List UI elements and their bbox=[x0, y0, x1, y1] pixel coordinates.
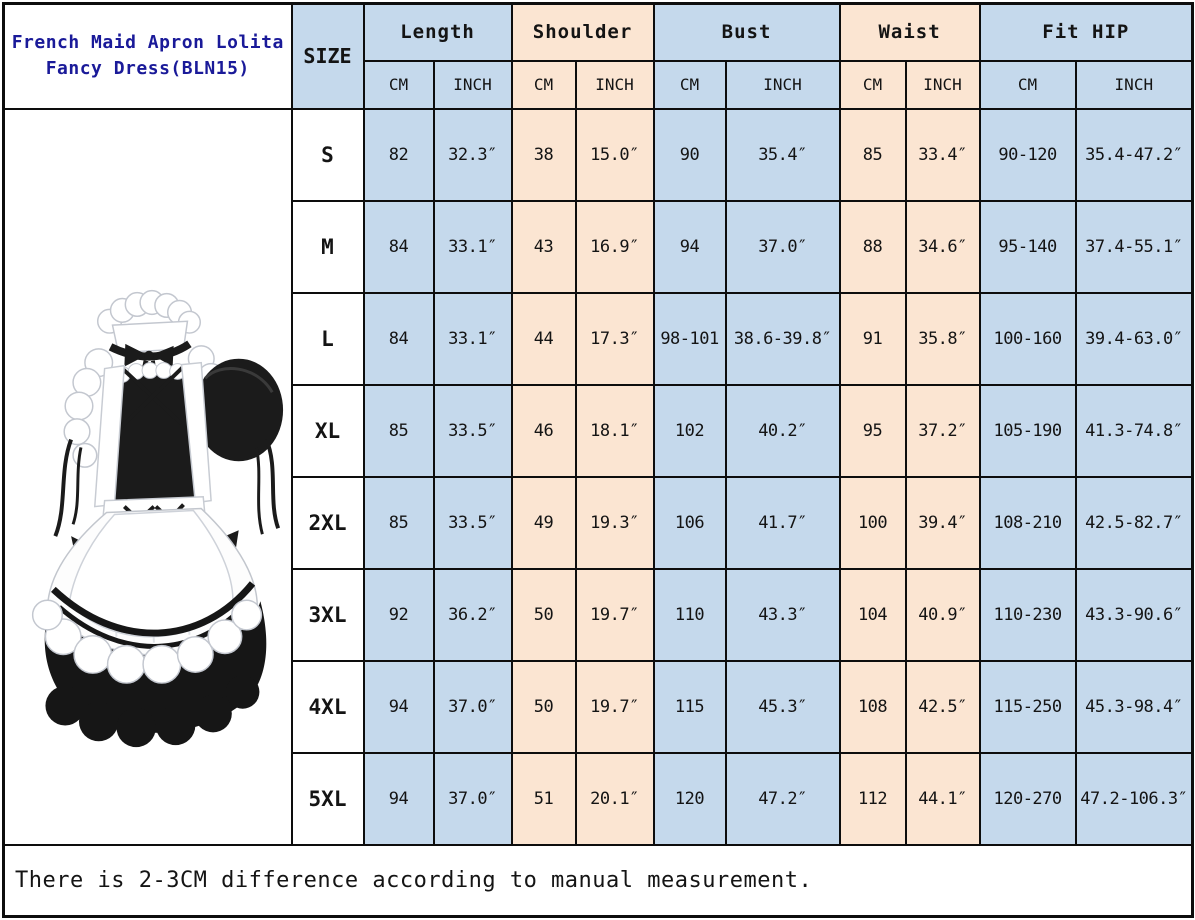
cell-bust-cm: 120 bbox=[654, 753, 726, 845]
cell-bust-cm: 98-101 bbox=[654, 293, 726, 385]
cell-size: 3XL bbox=[292, 569, 364, 661]
cell-length-inch: 37.0″ bbox=[434, 661, 512, 753]
cell-hip-cm: 120-270 bbox=[980, 753, 1076, 845]
cell-waist-inch: 34.6″ bbox=[906, 201, 980, 293]
cell-waist-inch: 35.8″ bbox=[906, 293, 980, 385]
cell-waist-inch: 44.1″ bbox=[906, 753, 980, 845]
cell-hip-cm: 90-120 bbox=[980, 109, 1076, 201]
measurement-note: There is 2-3CM difference according to manual measurement. bbox=[4, 845, 1193, 917]
cell-bust-inch: 38.6-39.8″ bbox=[726, 293, 840, 385]
cell-length-cm: 82 bbox=[364, 109, 434, 201]
cell-waist-inch: 33.4″ bbox=[906, 109, 980, 201]
cell-hip-inch: 37.4-55.1″ bbox=[1076, 201, 1193, 293]
cell-hip-inch: 42.5-82.7″ bbox=[1076, 477, 1193, 569]
col-group-shoulder: Shoulder bbox=[512, 4, 654, 61]
cell-shoulder-inch: 19.7″ bbox=[576, 661, 654, 753]
cell-waist-cm: 100 bbox=[840, 477, 906, 569]
cell-length-cm: 85 bbox=[364, 477, 434, 569]
cell-shoulder-inch: 19.7″ bbox=[576, 569, 654, 661]
cell-size: S bbox=[292, 109, 364, 201]
unit-header-shoulder-cm: CM bbox=[512, 61, 576, 109]
cell-shoulder-inch: 19.3″ bbox=[576, 477, 654, 569]
cell-waist-cm: 88 bbox=[840, 201, 906, 293]
cell-length-cm: 84 bbox=[364, 293, 434, 385]
table-row bbox=[4, 109, 1193, 201]
unit-header-length-inch: INCH bbox=[434, 61, 512, 109]
cell-shoulder-inch: 16.9″ bbox=[576, 201, 654, 293]
unit-header-hip-cm: CM bbox=[980, 61, 1076, 109]
cell-hip-inch: 41.3-74.8″ bbox=[1076, 385, 1193, 477]
cell-shoulder-inch: 15.0″ bbox=[576, 109, 654, 201]
cell-bust-cm: 90 bbox=[654, 109, 726, 201]
cell-hip-cm: 108-210 bbox=[980, 477, 1076, 569]
cell-hip-inch: 39.4-63.0″ bbox=[1076, 293, 1193, 385]
cell-bust-cm: 115 bbox=[654, 661, 726, 753]
unit-header-length-cm: CM bbox=[364, 61, 434, 109]
cell-shoulder-inch: 18.1″ bbox=[576, 385, 654, 477]
cell-bust-cm: 94 bbox=[654, 201, 726, 293]
cell-bust-cm: 106 bbox=[654, 477, 726, 569]
cell-shoulder-cm: 38 bbox=[512, 109, 576, 201]
cell-bust-inch: 40.2″ bbox=[726, 385, 840, 477]
cell-length-inch: 33.1″ bbox=[434, 293, 512, 385]
cell-size: M bbox=[292, 201, 364, 293]
cell-size: L bbox=[292, 293, 364, 385]
cell-hip-cm: 110-230 bbox=[980, 569, 1076, 661]
cell-shoulder-inch: 20.1″ bbox=[576, 753, 654, 845]
col-group-waist: Waist bbox=[840, 4, 980, 61]
cell-length-inch: 33.5″ bbox=[434, 477, 512, 569]
product-title-line1: French Maid Apron Lolita bbox=[11, 32, 284, 54]
cell-bust-inch: 45.3″ bbox=[726, 661, 840, 753]
unit-header-bust-cm: CM bbox=[654, 61, 726, 109]
cell-waist-inch: 42.5″ bbox=[906, 661, 980, 753]
cell-size: 5XL bbox=[292, 753, 364, 845]
cell-shoulder-cm: 50 bbox=[512, 569, 576, 661]
cell-size: XL bbox=[292, 385, 364, 477]
cell-shoulder-inch: 17.3″ bbox=[576, 293, 654, 385]
col-group-fit-hip: Fit HIP bbox=[980, 4, 1193, 61]
unit-header-shoulder-inch: INCH bbox=[576, 61, 654, 109]
maid-dress-image bbox=[8, 112, 288, 842]
cell-hip-inch: 47.2-106.3″ bbox=[1076, 753, 1193, 845]
cell-size: 2XL bbox=[292, 477, 364, 569]
size-chart-table bbox=[2, 2, 1194, 918]
cell-bust-inch: 35.4″ bbox=[726, 109, 840, 201]
cell-waist-inch: 40.9″ bbox=[906, 569, 980, 661]
cell-length-inch: 37.0″ bbox=[434, 753, 512, 845]
cell-waist-cm: 85 bbox=[840, 109, 906, 201]
cell-bust-cm: 102 bbox=[654, 385, 726, 477]
cell-length-cm: 84 bbox=[364, 201, 434, 293]
cell-waist-inch: 37.2″ bbox=[906, 385, 980, 477]
cell-waist-cm: 95 bbox=[840, 385, 906, 477]
cell-bust-inch: 43.3″ bbox=[726, 569, 840, 661]
cell-bust-cm: 110 bbox=[654, 569, 726, 661]
cell-waist-cm: 91 bbox=[840, 293, 906, 385]
cell-length-inch: 33.1″ bbox=[434, 201, 512, 293]
cell-hip-inch: 45.3-98.4″ bbox=[1076, 661, 1193, 753]
cell-hip-cm: 115-250 bbox=[980, 661, 1076, 753]
cell-size: 4XL bbox=[292, 661, 364, 753]
cell-shoulder-cm: 43 bbox=[512, 201, 576, 293]
cell-hip-cm: 95-140 bbox=[980, 201, 1076, 293]
unit-header-hip-inch: INCH bbox=[1076, 61, 1193, 109]
cell-length-inch: 36.2″ bbox=[434, 569, 512, 661]
col-group-bust: Bust bbox=[654, 4, 840, 61]
cell-length-cm: 85 bbox=[364, 385, 434, 477]
unit-header-bust-inch: INCH bbox=[726, 61, 840, 109]
product-title bbox=[4, 4, 292, 109]
cell-hip-inch: 35.4-47.2″ bbox=[1076, 109, 1193, 201]
cell-length-cm: 92 bbox=[364, 569, 434, 661]
cell-shoulder-cm: 46 bbox=[512, 385, 576, 477]
unit-header-waist-inch: INCH bbox=[906, 61, 980, 109]
cell-shoulder-cm: 44 bbox=[512, 293, 576, 385]
cell-length-inch: 33.5″ bbox=[434, 385, 512, 477]
col-group-length: Length bbox=[364, 4, 512, 61]
cell-waist-cm: 108 bbox=[840, 661, 906, 753]
cell-shoulder-cm: 50 bbox=[512, 661, 576, 753]
cell-hip-inch: 43.3-90.6″ bbox=[1076, 569, 1193, 661]
cell-length-cm: 94 bbox=[364, 753, 434, 845]
cell-bust-inch: 41.7″ bbox=[726, 477, 840, 569]
cell-waist-cm: 104 bbox=[840, 569, 906, 661]
product-image-cell bbox=[4, 109, 292, 845]
cell-bust-inch: 37.0″ bbox=[726, 201, 840, 293]
cell-waist-cm: 112 bbox=[840, 753, 906, 845]
cell-length-cm: 94 bbox=[364, 661, 434, 753]
cell-hip-cm: 105-190 bbox=[980, 385, 1076, 477]
cell-hip-cm: 100-160 bbox=[980, 293, 1076, 385]
cell-bust-inch: 47.2″ bbox=[726, 753, 840, 845]
unit-header-waist-cm: CM bbox=[840, 61, 906, 109]
product-title-line2: Fancy Dress(BLN15) bbox=[45, 58, 250, 80]
cell-shoulder-cm: 51 bbox=[512, 753, 576, 845]
cell-shoulder-cm: 49 bbox=[512, 477, 576, 569]
cell-waist-inch: 39.4″ bbox=[906, 477, 980, 569]
col-header-size: SIZE bbox=[292, 4, 364, 109]
cell-length-inch: 32.3″ bbox=[434, 109, 512, 201]
